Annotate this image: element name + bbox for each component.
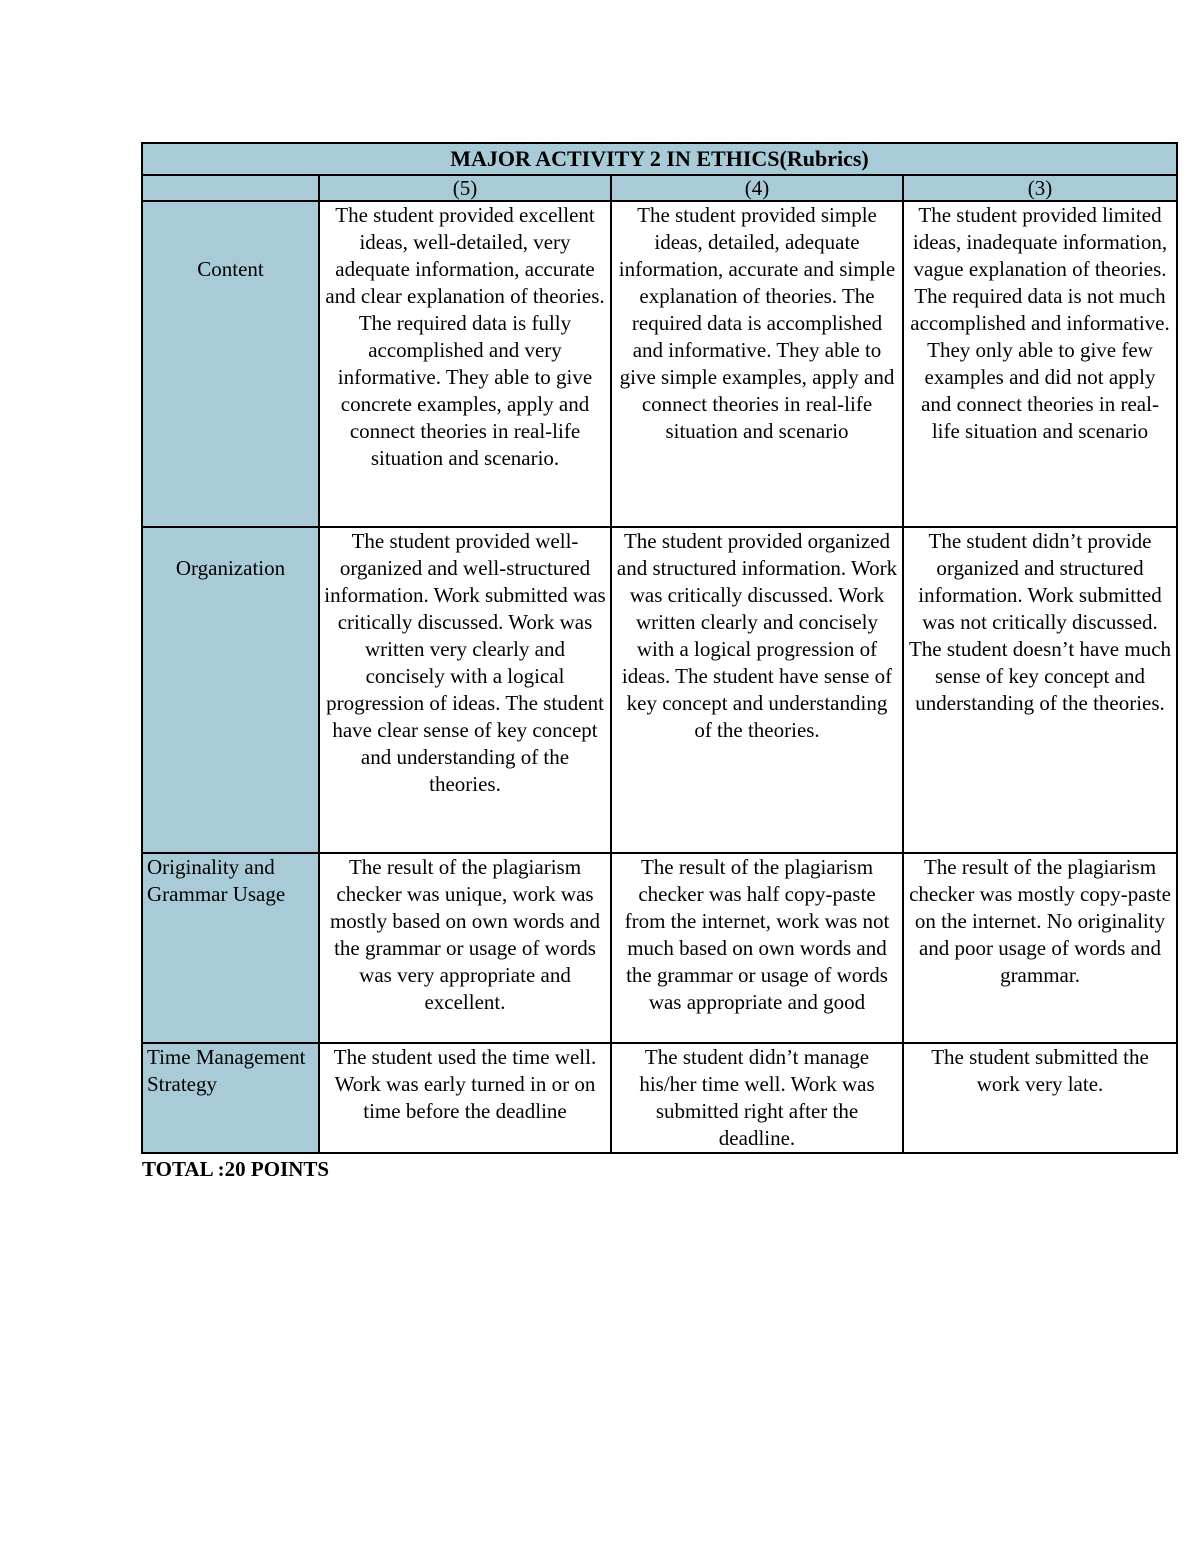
score-header-3: (3) [903,175,1177,201]
description-cell: The result of the plagiarism checker was half copy-paste from the internet, work was not much based on own words and the grammar or usage of words was appropriate and good [611,853,903,1043]
description-cell: The student provided well-organized and well-structured information. Work submitted was critically discussed. Work was written very clearly and concisely with a logical progression of ideas. The student have clear sense of key concept and understanding of the theories. [319,527,611,853]
criterion-organization [142,527,319,853]
rubric-row-organization [142,527,1177,853]
rubric-title: MAJOR ACTIVITY 2 IN ETHICS(Rubrics) [142,143,1177,175]
description-cell: The student didn’t provide organized and structured information. Work submitted was not critically discussed. The student doesn’t have much sense of key concept and understanding of the theories. [903,527,1177,853]
description-cell: The student provided limited ideas, inadequate information, vague explanation of theories. The required data is not much accomplished and informative. They only able to give few examples and did not apply and connect theories in real-life situation and scenario [903,201,1177,527]
description-cell: The student provided simple ideas, detailed, adequate information, accurate and simple explanation of theories. The required data is accomplished and informative. They able to give simple examples, apply and connect theories in real-life situation and scenario [611,201,903,527]
description-cell: The result of the plagiarism checker was unique, work was mostly based on own words and the grammar or usage of words was very appropriate and excellent. [319,853,611,1043]
criterion-originality: Originality and Grammar Usage [142,853,319,1043]
criteria-header-blank [142,175,319,201]
description-cell: The student provided organized and structured information. Work was critically discussed. Work written clearly and concisely with a logical progression of ideas. The student have sense of key concept and understanding of the theories. [611,527,903,853]
criterion-time-management: Time Management Strategy [142,1043,319,1153]
score-header-row [142,175,1177,201]
criterion-label: Organization [175,556,286,580]
rubric-row-time-management [142,1043,1177,1153]
description-cell: The student provided excellent ideas, well-detailed, very adequate information, accurate and clear explanation of theories. The required data is fully accomplished and very informative. They able to give concrete examples, apply and connect theories in real-life situation and scenario. [319,201,611,527]
description-cell: The student didn’t manage his/her time well. Work was submitted right after the deadline. [611,1043,903,1153]
description-cell: The student used the time well. Work was early turned in or on time before the deadline [319,1043,611,1153]
criterion-content [142,201,319,527]
total-points: TOTAL :20 POINTS [142,1157,330,1181]
score-header-5: (5) [319,175,611,201]
description-cell: The student submitted the work very late. [903,1043,1177,1153]
criterion-label: Content [197,257,264,281]
title-row [142,143,1177,175]
rubric-table [141,142,1178,1154]
score-header-4: (4) [611,175,903,201]
rubric-row-originality [142,853,1177,1043]
rubric-row-content [142,201,1177,527]
description-cell: The result of the plagiarism checker was mostly copy-paste on the internet. No originality and poor usage of words and grammar. [903,853,1177,1043]
